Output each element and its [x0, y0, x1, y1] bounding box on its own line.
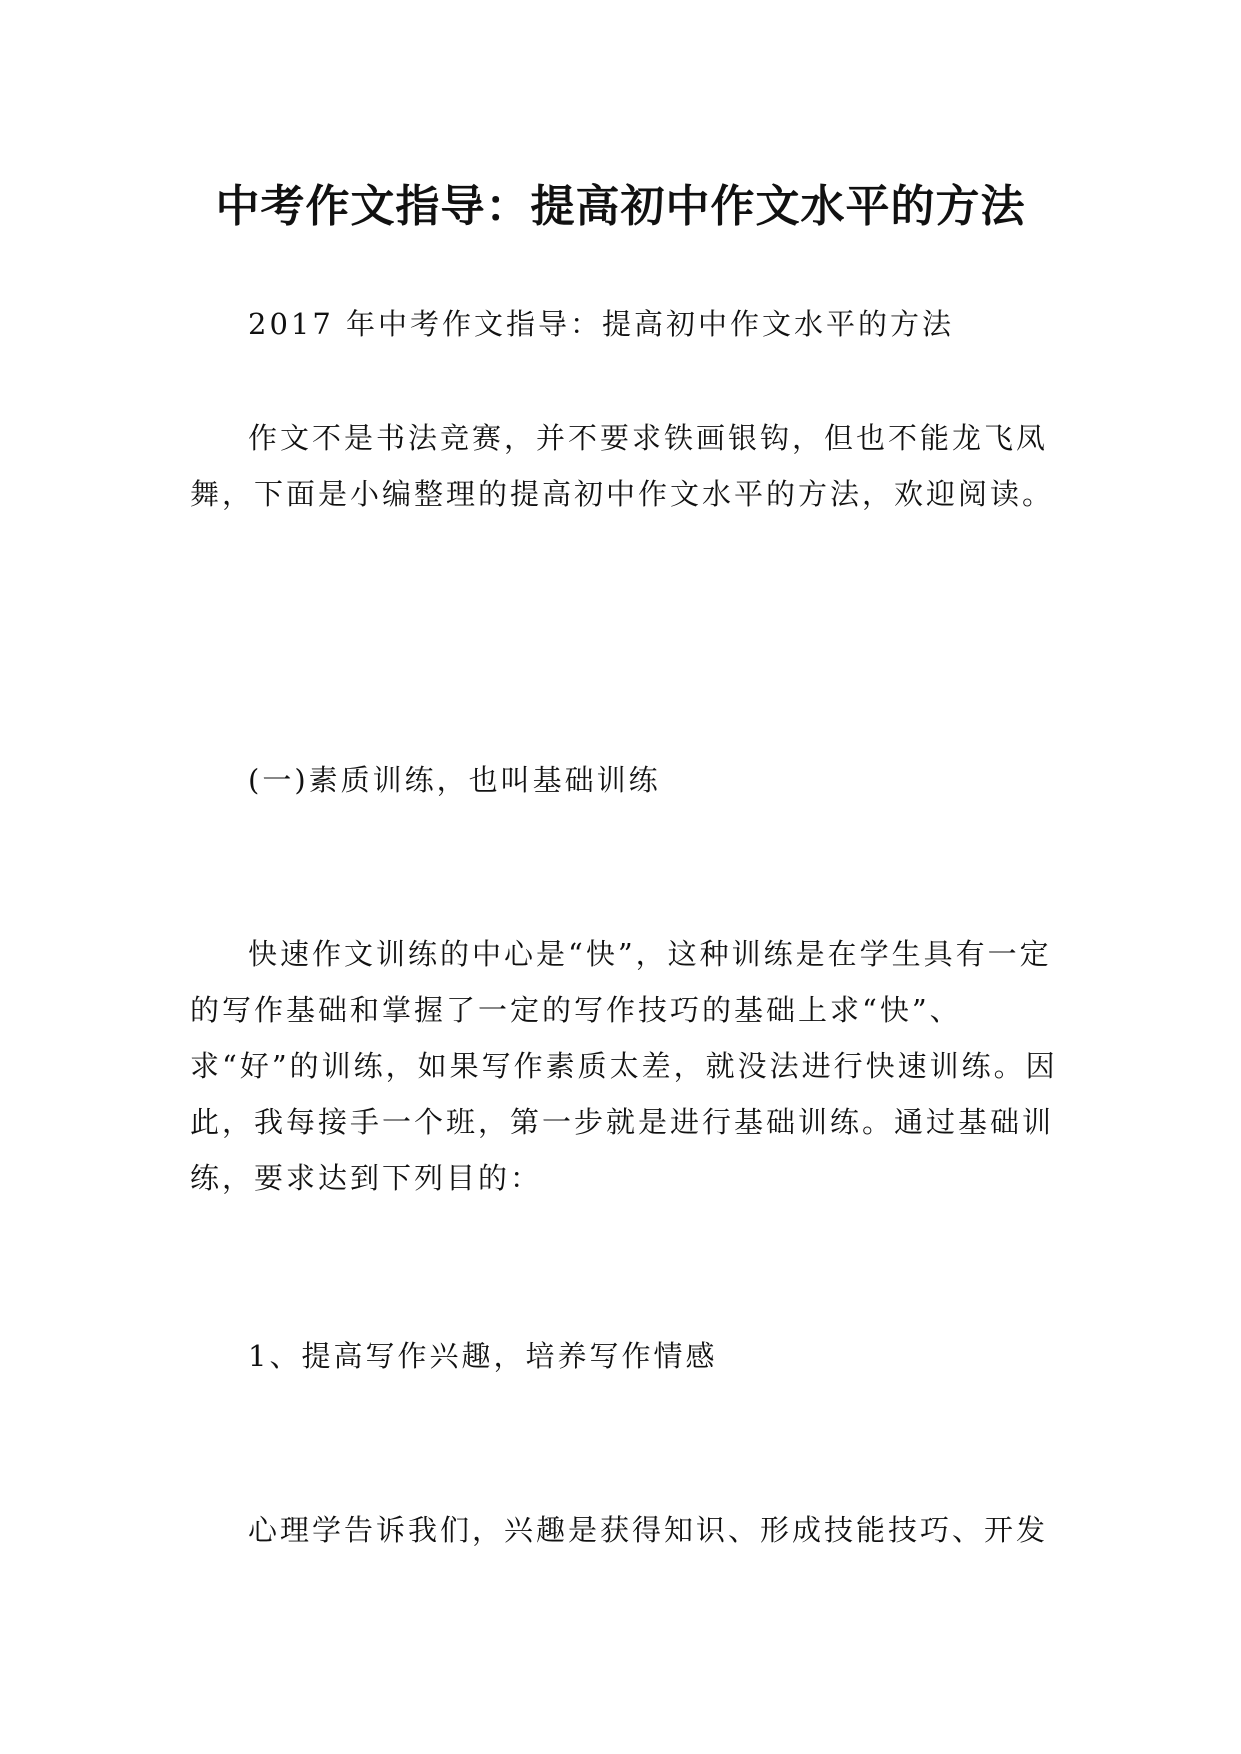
- document-title: 中考作文指导：提高初中作文水平的方法: [215, 181, 1026, 233]
- section-heading: (一)素质训练，也叫基础训练: [248, 763, 661, 797]
- intro-paragraph: 作文不是书法竞赛，并不要求铁画银钩，但也不能龙飞凤舞，下面是小编整理的提高初中作文水平的方法，欢迎阅读。: [190, 421, 1055, 511]
- subtitle-paragraph: 2017 年中考作文指导：提高初中作文水平的方法: [248, 307, 955, 341]
- body-paragraph: 快速作文训练的中心是“快”，这种训练是在学生具有一定的写作基础和掌握了一定的写作技巧的基础上求“快”、求“好”的训练，如果写作素质太差，就没法进行快速训练。因此，我每接手一个班，第一步就是进行基础训练。通过基础训练，要求达到下列目的：: [190, 937, 1058, 1195]
- subsection-heading: 1、提高写作兴趣，培养写作情感: [248, 1339, 718, 1373]
- body-paragraph-continued: 心理学告诉我们，兴趣是获得知识、形成技能技巧、开发: [248, 1513, 1049, 1547]
